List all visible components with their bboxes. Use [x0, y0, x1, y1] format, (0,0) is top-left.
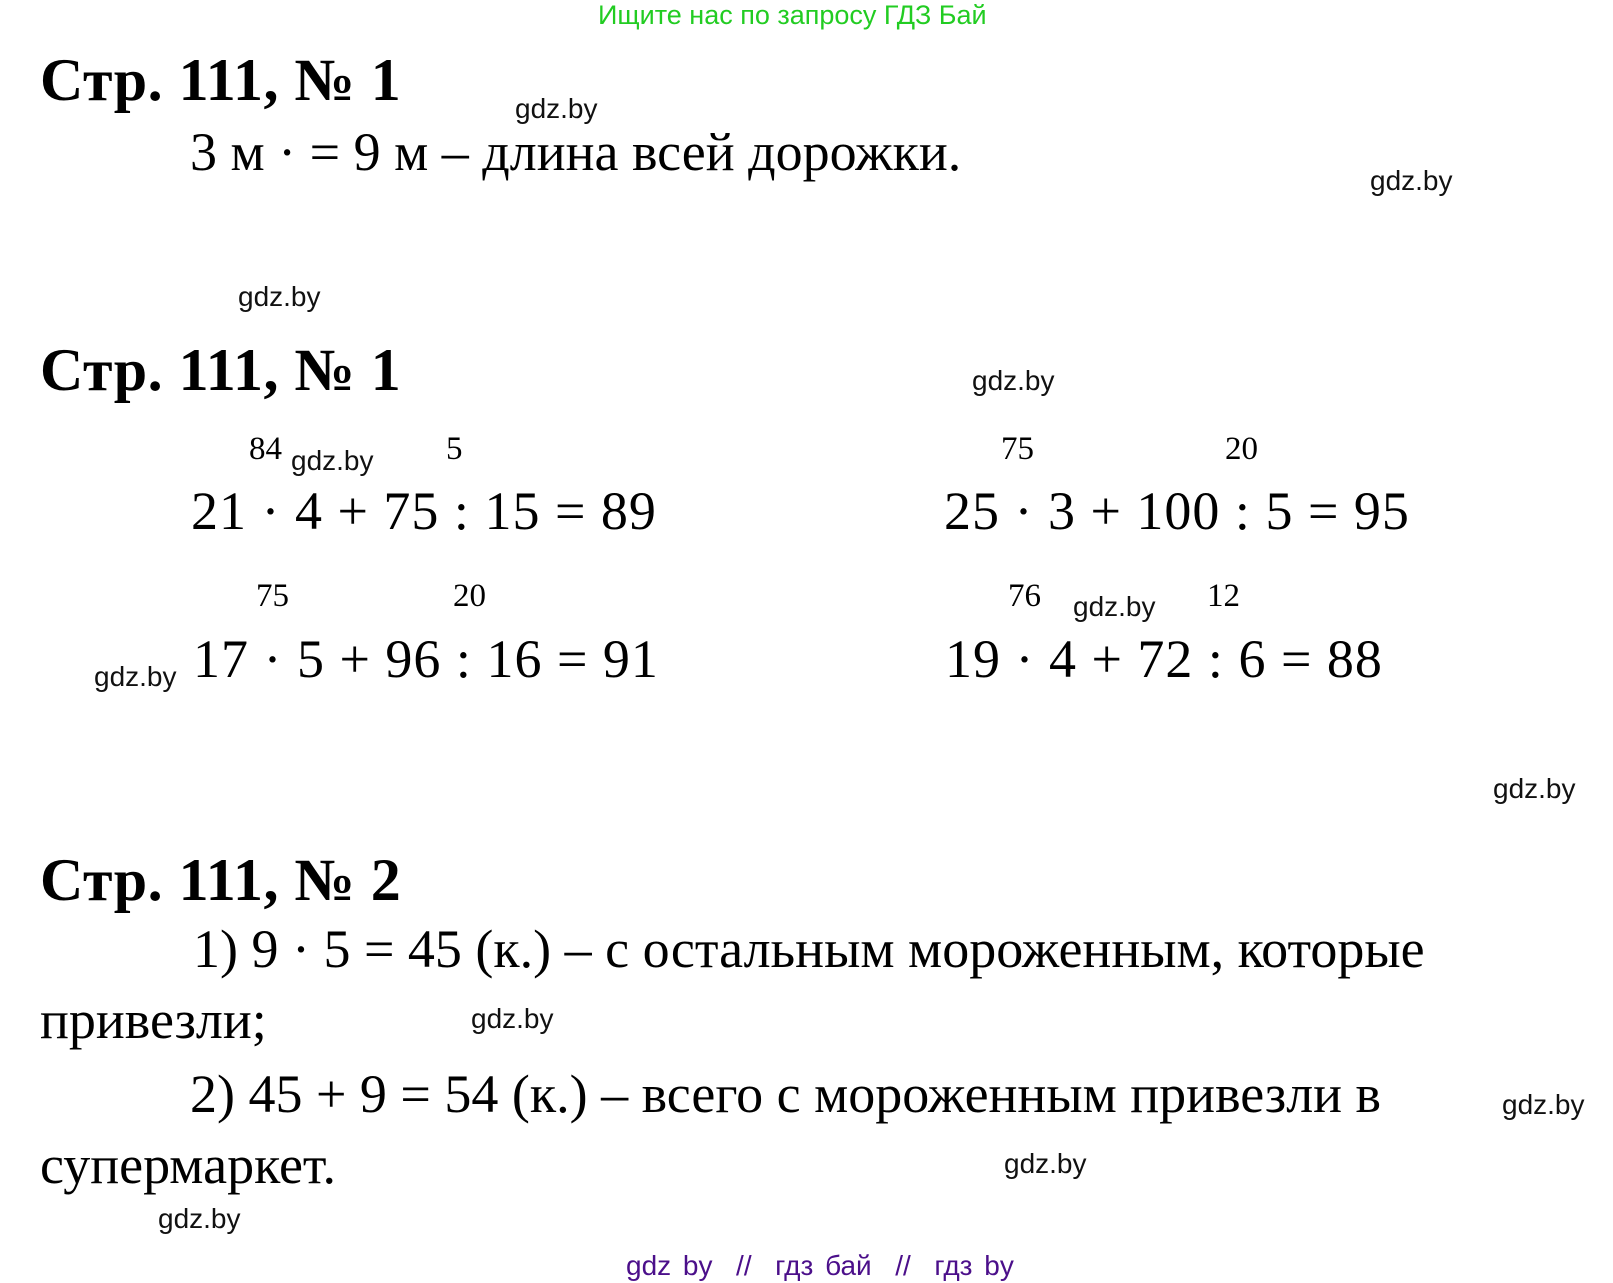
solution-step-1-continued: привезли; — [40, 990, 267, 1050]
watermark: gdz.by — [238, 281, 321, 312]
watermark: gdz.by — [1073, 591, 1156, 622]
section-heading-2: Стр. 111, № 1 — [40, 337, 402, 403]
equation-2-annotation-product: 75 — [1001, 431, 1034, 467]
watermark: gdz.by — [1502, 1089, 1585, 1120]
equation-1-annotation-quotient: 5 — [446, 431, 463, 467]
search-banner: Ищите нас по запросу ГДЗ Бай — [598, 0, 987, 30]
equation-1: 21 · 4 + 75 : 15 = 89 — [191, 481, 657, 541]
watermark: gdz.by — [515, 93, 598, 124]
watermark: gdz.by — [1370, 165, 1453, 196]
equation-4-annotation-product: 76 — [1008, 578, 1041, 614]
equation-3-annotation-quotient: 20 — [453, 578, 486, 614]
watermark: gdz.by — [94, 661, 177, 692]
equation-3-annotation-product: 75 — [256, 578, 289, 614]
equation-1-annotation-product: 84 — [249, 431, 282, 467]
equation-2: 25 · 3 + 100 : 5 = 95 — [944, 481, 1410, 541]
watermark: gdz.by — [1004, 1148, 1087, 1179]
footer-links: gdz by // гдз бай // гдз by — [626, 1250, 1014, 1281]
section-heading-3: Стр. 111, № 2 — [40, 847, 402, 913]
section-heading-1: Стр. 111, № 1 — [40, 47, 402, 113]
watermark: gdz.by — [471, 1003, 554, 1034]
equation-4: 19 · 4 + 72 : 6 = 88 — [945, 629, 1383, 689]
solution-step-2: 2) 45 + 9 = 54 (к.) – всего с мороженным привезли в — [190, 1064, 1382, 1124]
solution-step-1: 1) 9 · 5 = 45 (к.) – с остальным мороженным, которые — [193, 919, 1425, 979]
equation-2-annotation-quotient: 20 — [1225, 431, 1258, 467]
watermark: gdz.by — [291, 445, 374, 476]
answer-line: 3 м · = 9 м – длина всей дорожки. — [190, 122, 962, 182]
equation-4-annotation-quotient: 12 — [1207, 578, 1240, 614]
watermark: gdz.by — [1493, 773, 1576, 804]
watermark: gdz.by — [972, 365, 1055, 396]
solution-step-2-continued: супермаркет. — [40, 1135, 336, 1195]
watermark: gdz.by — [158, 1203, 241, 1234]
equation-3: 17 · 5 + 96 : 16 = 91 — [193, 629, 659, 689]
